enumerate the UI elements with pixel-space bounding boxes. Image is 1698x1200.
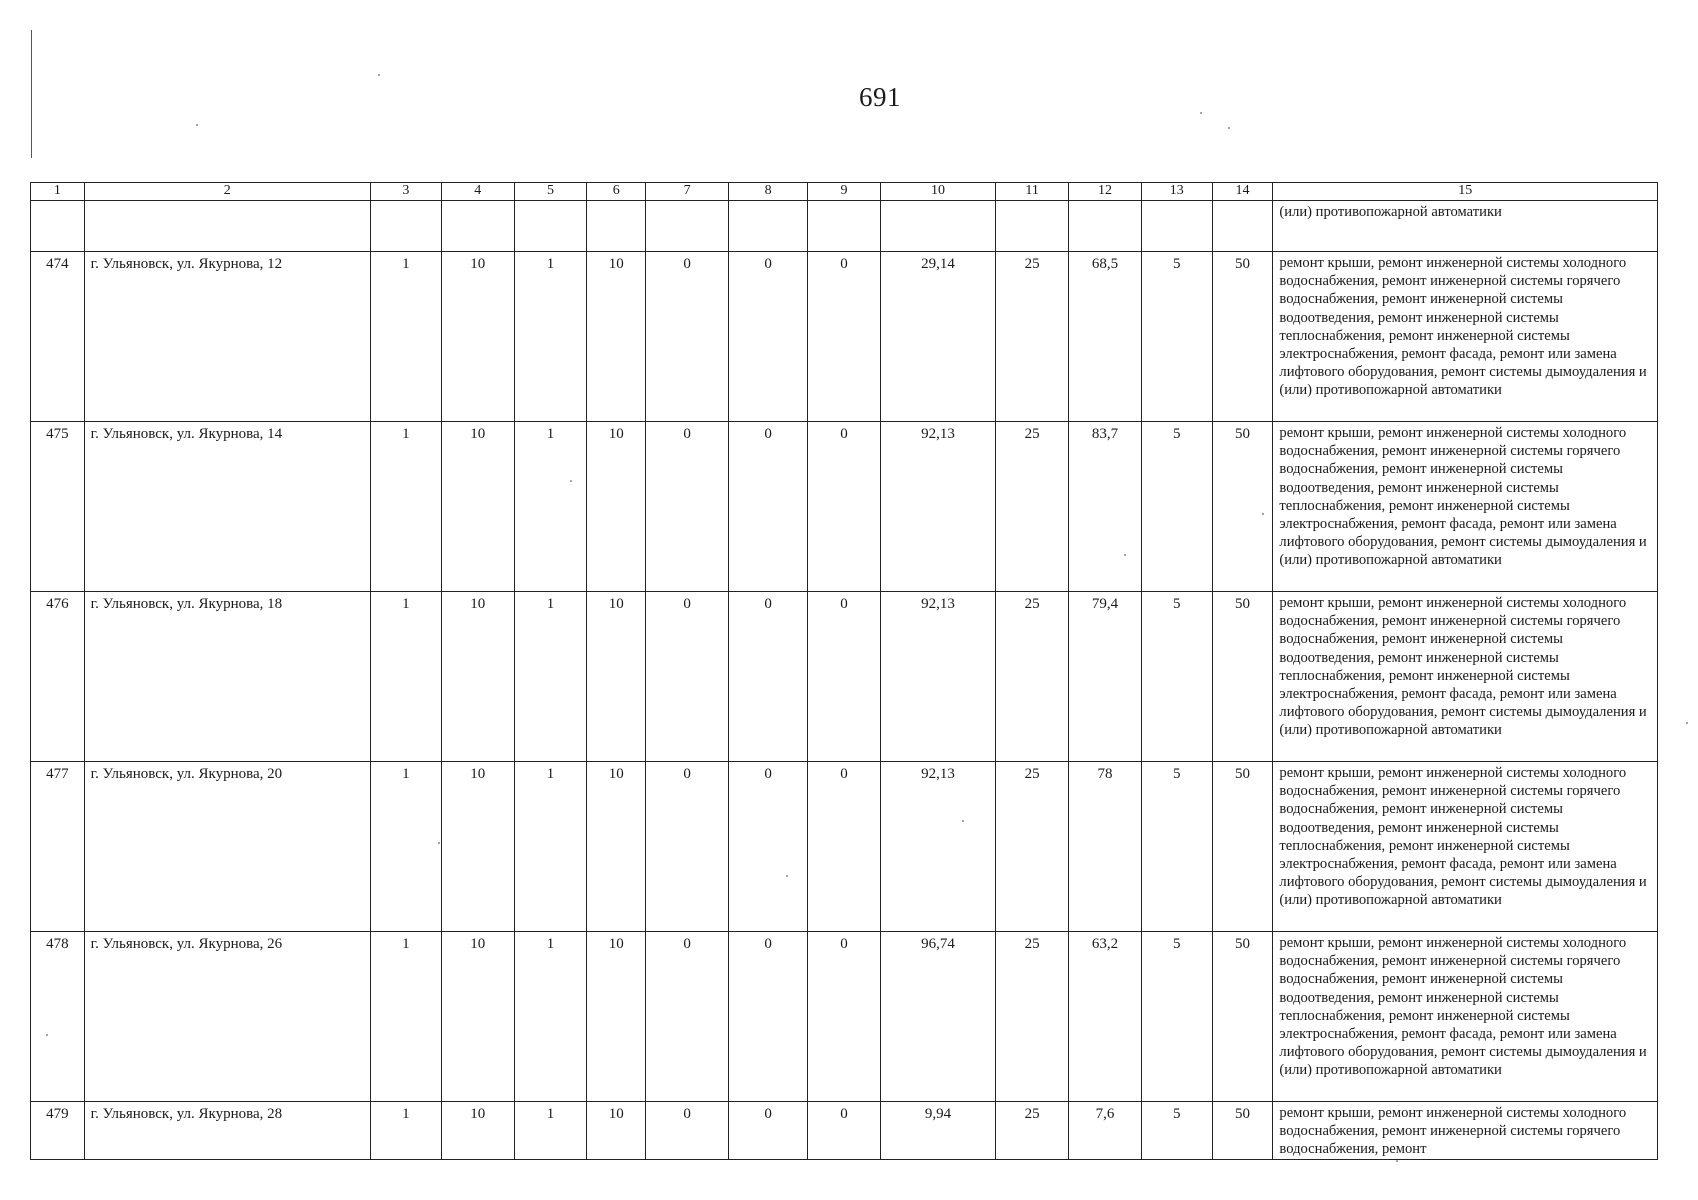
works-cell: ремонт крыши, ремонт инженерной системы холодного водоснабжения, ремонт инженерной системы горячего водоснабжения, ремонт инженерной системы водоотведения, ремонт инженерной системы теплоснабжения, ремонт инженерной системы электроснабжения, ремонт фасада, ремонт или замена лифтового оборудования, ремонт системы дымоудаления и (или) противопожарной автоматики bbox=[1273, 252, 1658, 422]
value-cell-col-4: 10 bbox=[441, 252, 514, 422]
empty-cell bbox=[441, 201, 514, 252]
row-number-cell: 479 bbox=[31, 1102, 85, 1160]
value-cell-col-10: 92,13 bbox=[880, 592, 995, 762]
value-cell-col-12: 78 bbox=[1069, 762, 1142, 932]
value-cell-col-9: 0 bbox=[808, 762, 881, 932]
address-cell: г. Ульяновск, ул. Якурнова, 28 bbox=[84, 1102, 370, 1160]
value-cell-col-11: 25 bbox=[996, 252, 1069, 422]
table-row bbox=[31, 252, 1658, 422]
value-cell-col-4: 10 bbox=[441, 1102, 514, 1160]
empty-cell bbox=[587, 201, 646, 252]
column-header: 11 bbox=[996, 183, 1069, 201]
empty-cell bbox=[646, 201, 729, 252]
value-cell-col-9: 0 bbox=[808, 422, 881, 592]
column-header: 3 bbox=[370, 183, 441, 201]
value-cell-col-11: 25 bbox=[996, 1102, 1069, 1160]
column-header: 2 bbox=[84, 183, 370, 201]
value-cell-col-3: 1 bbox=[370, 252, 441, 422]
value-cell-col-4: 10 bbox=[441, 422, 514, 592]
value-cell-col-6: 10 bbox=[587, 762, 646, 932]
value-cell-col-6: 10 bbox=[587, 252, 646, 422]
empty-cell bbox=[729, 201, 808, 252]
row-number-cell: 476 bbox=[31, 592, 85, 762]
value-cell-col-11: 25 bbox=[996, 762, 1069, 932]
value-cell-col-10: 9,94 bbox=[880, 1102, 995, 1160]
value-cell-col-8: 0 bbox=[729, 592, 808, 762]
empty-cell bbox=[31, 201, 85, 252]
value-cell-col-13: 5 bbox=[1141, 252, 1212, 422]
value-cell-col-13: 5 bbox=[1141, 1102, 1212, 1160]
value-cell-col-6: 10 bbox=[587, 932, 646, 1102]
value-cell-col-13: 5 bbox=[1141, 762, 1212, 932]
value-cell-col-3: 1 bbox=[370, 1102, 441, 1160]
column-header: 13 bbox=[1141, 183, 1212, 201]
row-number-cell: 475 bbox=[31, 422, 85, 592]
scan-speck bbox=[378, 74, 380, 76]
value-cell-col-7: 0 bbox=[646, 932, 729, 1102]
column-header: 7 bbox=[646, 183, 729, 201]
empty-cell bbox=[370, 201, 441, 252]
scan-speck bbox=[196, 124, 198, 126]
address-cell: г. Ульяновск, ул. Якурнова, 26 bbox=[84, 932, 370, 1102]
column-header: 15 bbox=[1273, 183, 1658, 201]
value-cell-col-5: 1 bbox=[514, 592, 587, 762]
works-cell: ремонт крыши, ремонт инженерной системы холодного водоснабжения, ремонт инженерной системы горячего водоснабжения, ремонт инженерной системы водоотведения, ремонт инженерной системы теплоснабжения, ремонт инженерной системы электроснабжения, ремонт фасада, ремонт или замена лифтового оборудования, ремонт системы дымоудаления и (или) противопожарной автоматики bbox=[1273, 422, 1658, 592]
value-cell-col-7: 0 bbox=[646, 1102, 729, 1160]
value-cell-col-10: 92,13 bbox=[880, 422, 995, 592]
column-header: 9 bbox=[808, 183, 881, 201]
column-header: 1 bbox=[31, 183, 85, 201]
value-cell-col-9: 0 bbox=[808, 252, 881, 422]
value-cell-col-12: 7,6 bbox=[1069, 1102, 1142, 1160]
works-cell: ремонт крыши, ремонт инженерной системы холодного водоснабжения, ремонт инженерной системы горячего водоснабжения, ремонт инженерной системы водоотведения, ремонт инженерной системы теплоснабжения, ремонт инженерной системы электроснабжения, ремонт фасада, ремонт или замена лифтового оборудования, ремонт системы дымоудаления и (или) противопожарной автоматики bbox=[1273, 592, 1658, 762]
value-cell-col-11: 25 bbox=[996, 592, 1069, 762]
value-cell-col-9: 0 bbox=[808, 1102, 881, 1160]
value-cell-col-12: 63,2 bbox=[1069, 932, 1142, 1102]
empty-cell bbox=[996, 201, 1069, 252]
column-header: 6 bbox=[587, 183, 646, 201]
scan-speck bbox=[1686, 722, 1688, 724]
value-cell-col-3: 1 bbox=[370, 762, 441, 932]
column-header: 8 bbox=[729, 183, 808, 201]
value-cell-col-6: 10 bbox=[587, 592, 646, 762]
value-cell-col-8: 0 bbox=[729, 762, 808, 932]
value-cell-col-8: 0 bbox=[729, 932, 808, 1102]
value-cell-col-4: 10 bbox=[441, 932, 514, 1102]
scan-speck bbox=[1200, 112, 1202, 114]
value-cell-col-14: 50 bbox=[1212, 1102, 1273, 1160]
value-cell-col-6: 10 bbox=[587, 1102, 646, 1160]
scan-speck bbox=[1396, 1160, 1398, 1162]
empty-cell bbox=[1141, 201, 1212, 252]
value-cell-col-10: 96,74 bbox=[880, 932, 995, 1102]
value-cell-col-7: 0 bbox=[646, 762, 729, 932]
address-cell: г. Ульяновск, ул. Якурнова, 20 bbox=[84, 762, 370, 932]
value-cell-col-13: 5 bbox=[1141, 592, 1212, 762]
value-cell-col-12: 79,4 bbox=[1069, 592, 1142, 762]
value-cell-col-10: 92,13 bbox=[880, 762, 995, 932]
works-cell: (или) противопожарной автоматики bbox=[1273, 201, 1658, 252]
row-number-cell: 474 bbox=[31, 252, 85, 422]
column-header: 14 bbox=[1212, 183, 1273, 201]
works-cell: ремонт крыши, ремонт инженерной системы холодного водоснабжения, ремонт инженерной системы горячего водоснабжения, ремонт bbox=[1273, 1102, 1658, 1160]
value-cell-col-5: 1 bbox=[514, 1102, 587, 1160]
value-cell-col-3: 1 bbox=[370, 422, 441, 592]
column-header: 4 bbox=[441, 183, 514, 201]
value-cell-col-6: 10 bbox=[587, 422, 646, 592]
table-row bbox=[31, 762, 1658, 932]
table-row bbox=[31, 592, 1658, 762]
table-row bbox=[31, 1102, 1658, 1160]
table-row bbox=[31, 422, 1658, 592]
row-number-cell: 477 bbox=[31, 762, 85, 932]
column-header: 5 bbox=[514, 183, 587, 201]
value-cell-col-14: 50 bbox=[1212, 592, 1273, 762]
empty-cell bbox=[1212, 201, 1273, 252]
row-number-cell: 478 bbox=[31, 932, 85, 1102]
value-cell-col-13: 5 bbox=[1141, 932, 1212, 1102]
value-cell-col-7: 0 bbox=[646, 592, 729, 762]
continuation-row bbox=[31, 201, 1658, 252]
value-cell-col-10: 29,14 bbox=[880, 252, 995, 422]
table-row bbox=[31, 932, 1658, 1102]
value-cell-col-3: 1 bbox=[370, 592, 441, 762]
value-cell-col-13: 5 bbox=[1141, 422, 1212, 592]
empty-cell bbox=[880, 201, 995, 252]
address-cell: г. Ульяновск, ул. Якурнова, 12 bbox=[84, 252, 370, 422]
works-cell: ремонт крыши, ремонт инженерной системы холодного водоснабжения, ремонт инженерной системы горячего водоснабжения, ремонт инженерной системы водоотведения, ремонт инженерной системы теплоснабжения, ремонт инженерной системы электроснабжения, ремонт фасада, ремонт или замена лифтового оборудования, ремонт системы дымоудаления и (или) противопожарной автоматики bbox=[1273, 762, 1658, 932]
value-cell-col-5: 1 bbox=[514, 932, 587, 1102]
value-cell-col-11: 25 bbox=[996, 932, 1069, 1102]
value-cell-col-14: 50 bbox=[1212, 422, 1273, 592]
scan-speck bbox=[1228, 127, 1230, 129]
value-cell-col-8: 0 bbox=[729, 422, 808, 592]
address-cell: г. Ульяновск, ул. Якурнова, 18 bbox=[84, 592, 370, 762]
empty-cell bbox=[514, 201, 587, 252]
column-number-header-row bbox=[31, 183, 1658, 201]
value-cell-col-14: 50 bbox=[1212, 252, 1273, 422]
column-header: 12 bbox=[1069, 183, 1142, 201]
works-cell: ремонт крыши, ремонт инженерной системы холодного водоснабжения, ремонт инженерной системы горячего водоснабжения, ремонт инженерной системы водоотведения, ремонт инженерной системы теплоснабжения, ремонт инженерной системы электроснабжения, ремонт фасада, ремонт или замена лифтового оборудования, ремонт системы дымоудаления и (или) противопожарной автоматики bbox=[1273, 932, 1658, 1102]
value-cell-col-5: 1 bbox=[514, 252, 587, 422]
value-cell-col-5: 1 bbox=[514, 422, 587, 592]
value-cell-col-14: 50 bbox=[1212, 762, 1273, 932]
value-cell-col-14: 50 bbox=[1212, 932, 1273, 1102]
value-cell-col-8: 0 bbox=[729, 252, 808, 422]
address-cell: г. Ульяновск, ул. Якурнова, 14 bbox=[84, 422, 370, 592]
value-cell-col-4: 10 bbox=[441, 592, 514, 762]
column-header: 10 bbox=[880, 183, 995, 201]
value-cell-col-5: 1 bbox=[514, 762, 587, 932]
empty-cell bbox=[808, 201, 881, 252]
value-cell-col-3: 1 bbox=[370, 932, 441, 1102]
value-cell-col-12: 68,5 bbox=[1069, 252, 1142, 422]
value-cell-col-7: 0 bbox=[646, 252, 729, 422]
repair-register-table bbox=[30, 182, 1658, 1160]
value-cell-col-9: 0 bbox=[808, 592, 881, 762]
page-number: 691 bbox=[859, 82, 901, 112]
value-cell-col-12: 83,7 bbox=[1069, 422, 1142, 592]
value-cell-col-8: 0 bbox=[729, 1102, 808, 1160]
value-cell-col-11: 25 bbox=[996, 422, 1069, 592]
empty-cell bbox=[84, 201, 370, 252]
empty-cell bbox=[1069, 201, 1142, 252]
value-cell-col-7: 0 bbox=[646, 422, 729, 592]
value-cell-col-4: 10 bbox=[441, 762, 514, 932]
value-cell-col-9: 0 bbox=[808, 932, 881, 1102]
